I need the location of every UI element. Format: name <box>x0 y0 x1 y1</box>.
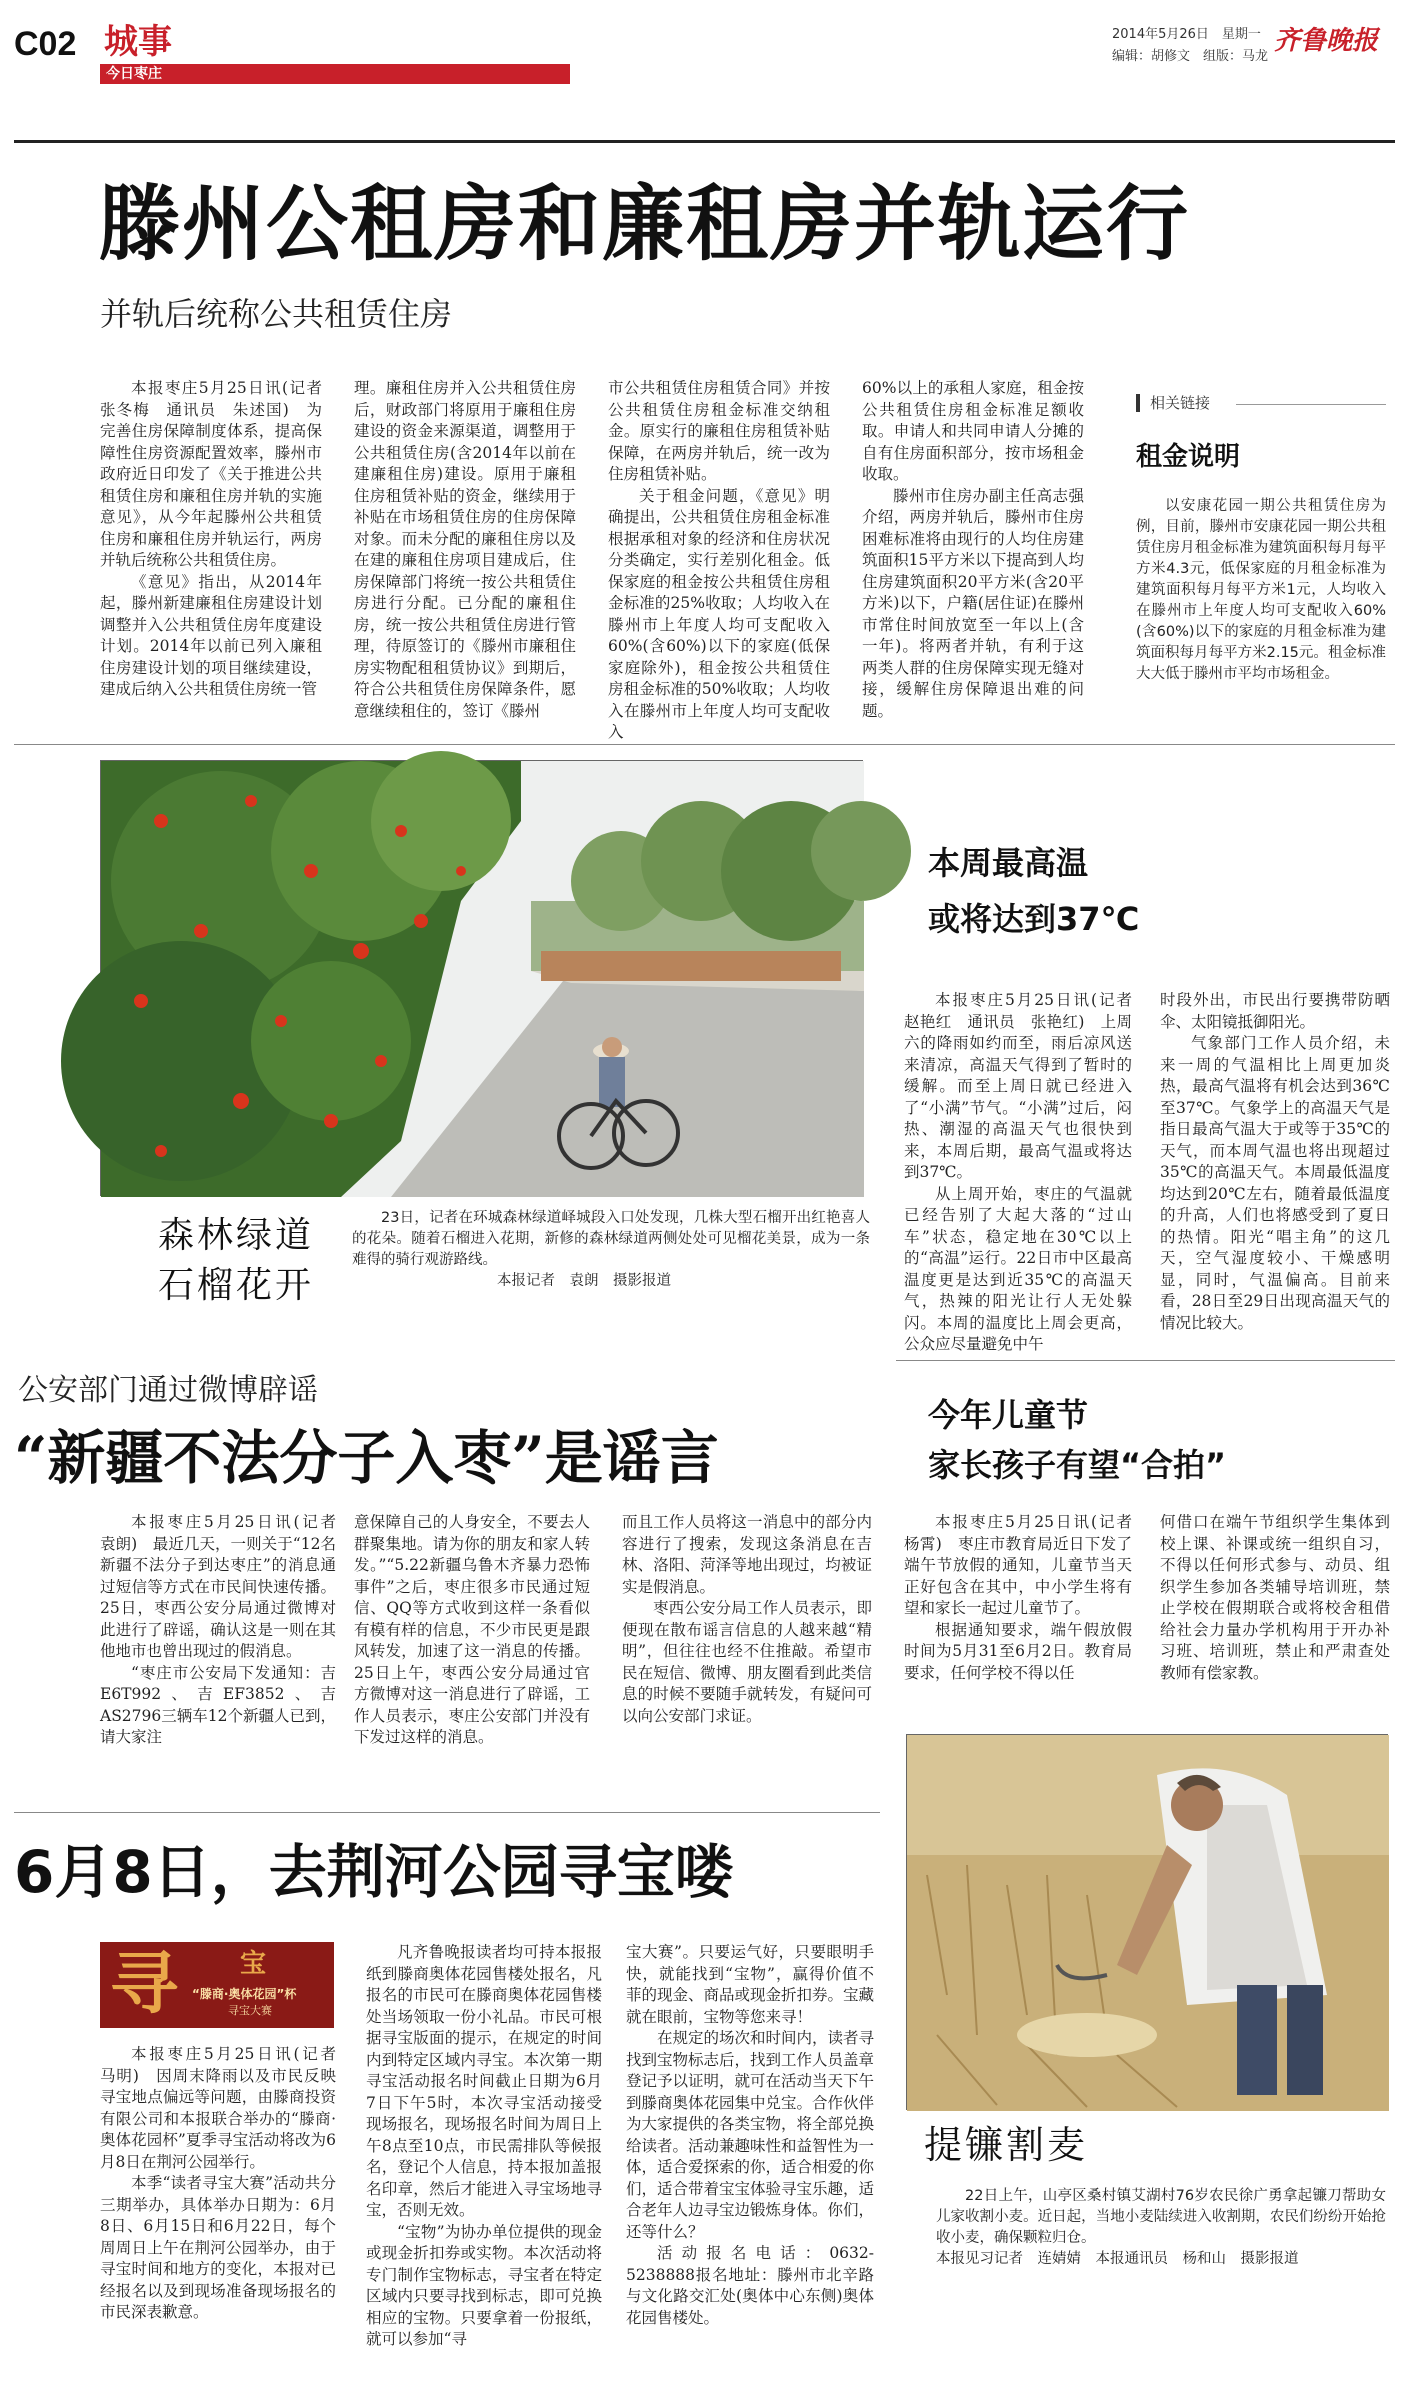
paragraph: 活动报名电话：0632-5238888报名地址：滕州市北辛路与文化路交汇处(奥体中心东侧)奥体花园售楼处。 <box>626 2244 874 2327</box>
weather-headline-1: 本周最高温 <box>928 844 1089 882</box>
children-column-1 <box>904 1512 1148 1724</box>
related-link-kicker: 相关链接 <box>1150 394 1211 412</box>
rumor-headline: “新疆不法分子入枣”是谣言 <box>14 1424 719 1492</box>
lead-headline: 滕州公租房和廉租房并轨运行 <box>98 177 1191 272</box>
lead-column-1 <box>100 378 338 723</box>
paragraph: 何借口在端午节组织学生集体到校上课、补课或统一组织自习，不得以任何形式参与、动员、组织学生参加各类辅导培训班，禁止学校在假期联合或将校舍租借给社会力量办学机构用于开办补习班、培训班，禁止和严肃查处教师有偿家教。 <box>1160 1513 1390 1682</box>
paragraph: 从上周开始，枣庄的气温就已经告别了大起大落的“过山车”状态，稳定地在30℃以上的“高温”运行。22日市中区最高温度更是达到近35℃的高温天气，热辣的阳光让行人无处躲闪。本周的温度比上周会更高，公众应尽量避免中午 <box>904 1184 1132 1353</box>
rumor-column-2 <box>354 1512 590 1804</box>
paper-logo: 齐鲁晚报 <box>1274 26 1379 56</box>
paragraph: 枣西公安分局工作人员表示，即便现在散布谣言信息的人越来越“精明”，但往往也经不住推敲。希望市民在短信、微博、朋友圈看到此类信息的时候不要随手就转发，有疑问可以向公安部门求证。 <box>622 1599 872 1725</box>
lead-column-4 <box>862 378 1084 723</box>
children-headline-2: 家长孩子有望“合拍” <box>928 1446 1227 1484</box>
weather-headline-2: 或将达到37℃ <box>928 900 1140 938</box>
treasure-logo-sub: 宝 <box>240 1949 267 1979</box>
photo-pomegranate-image <box>101 761 864 1197</box>
page-number: C02 <box>14 25 77 63</box>
photo1-title-line2: 石榴花开 <box>158 1265 315 1306</box>
paragraph: 本报枣庄5月25日讯(记者 张冬梅 通讯员 朱述国) 为完善住房保障制度体系，提高保障性住房资源配置效率，滕州市政府近日印发了《关于推进公共租赁住房和廉租住房并轨的实施意见》，从今年起滕州公共租赁住房和廉租住房并轨运行，两房并轨后统称公共租赁住房。 <box>100 379 338 569</box>
photo2-title: 提镰割麦 <box>924 2123 1089 2167</box>
paragraph: 凡齐鲁晚报读者均可持本报报纸到滕商奥体花园售楼处报名，凡报名的市民可在滕商奥体花园售楼处当场领取一份小礼品。市民可根据寻宝版面的提示，在规定的时间内到特定区域内寻宝。本次第一期寻宝活动报名时间截止日期为6月7日下午5时，本次寻宝活动接受现场报名，现场报名时间为周日上午8点至10点，市民需排队等候报名，登记个人信息，持本报加盖报名印章，然后才能进入寻宝场地寻宝，否则无效。 <box>366 1943 602 2219</box>
editor-line: 编辑：胡修文 组版：马龙 <box>1112 49 1269 64</box>
photo2-credit: 本报见习记者 连婧婧 本报通讯员 杨和山 摄影报道 <box>936 2251 1299 2267</box>
rumor-column-1 <box>100 1512 352 1804</box>
lead-subheadline: 并轨后统称公共租赁住房 <box>100 295 453 333</box>
paragraph: 而且工作人员将这一消息中的部分内容进行了搜索，发现这条消息在吉林、洛阳、菏泽等地出现过，均被证实是假消息。 <box>622 1513 872 1596</box>
photo2-caption-block <box>936 2186 1386 2282</box>
paragraph: 60%以上的承租人家庭，租金按公共租赁住房租金标准足额收取。申请人和共同申请人分摊的自有住房面积部分，按市场租金收取。 <box>862 379 1084 483</box>
masthead-strip <box>14 16 1394 86</box>
treasure-logo-char: 寻 <box>110 1944 179 2024</box>
rumor-kicker: 公安部门通过微博辟谣 <box>18 1373 318 1408</box>
section-bar <box>100 64 570 84</box>
paragraph: 本报枣庄5月25日讯(记者 袁朗) 最近几天，一则关于“12名新疆不法分子到达枣庄”的消息通过短信等方式在市民间快速传播。25日，枣西公安分局通过微博对此进行了辟谣，确认这是一则在其他地市也曾出现过的假消息。 <box>100 1513 352 1660</box>
treasure-column-1 <box>100 2044 352 2364</box>
related-link-box <box>1136 388 1392 730</box>
photo-wheat-harvest <box>906 1734 1388 2110</box>
photo-pomegranate-greenway <box>100 760 863 1196</box>
photo-harvest-image <box>907 1735 1389 2111</box>
paragraph: 气象部门工作人员介绍，未来一周的气温相比上周更加炎热，最高气温将有机会达到36℃至37℃。气象学上的高温天气是指日最高气温大于或等于35℃的天气，而本周气温也将出现超过35℃的高温天气。本周最低温度均达到20℃左右，随着最低温度的升高，人们也将感受到了夏日的热情。阳光“唱主角”的这几天，空气湿度较小、干燥感明显，同时，气温偏高。目前来看，28日至29日出现高温天气的情况比较大。 <box>1160 1034 1390 1332</box>
lead-column-2 <box>354 378 576 723</box>
paragraph: 滕州市住房办副主任高志强介绍，两房并轨后，滕州市住房困难标准将由现行的人均住房建筑面积15平方米以下提高到人均住房建筑面积20平方米(含20平方米)以下，户籍(居住证)在滕州市常住时间放宽至一年以上(含一年)。将两者并轨，有利于这两类人群的住房保障实现无缝对接，缓解住房保障退出难的问题。 <box>862 486 1084 720</box>
related-link-marker <box>1136 394 1140 412</box>
paragraph: 宝大赛”。只要运气好，只要眼明手快，就能找到“宝物”，赢得价值不菲的现金、商品或现金折扣券。宝藏就在眼前，宝物等您来寻！ <box>626 1943 875 2026</box>
paragraph: 在规定的场次和时间内，读者寻找到宝物标志后，找到工作人员盖章登记予以证明，就可在活动当天下午到滕商奥体花园集中兑宝。合作伙伴为大家提供的各类宝物，将全部兑换给读者。活动兼趣味性和益智性为一体，适合爱探索的你，适合相爱的你们，适合带着宝宝体验寻宝乐趣，适合老年人边寻宝边锻炼身体。你们，还等什么？ <box>626 2029 875 2241</box>
related-link-text <box>1136 496 1386 726</box>
photo1-caption-block <box>352 1208 870 1304</box>
paragraph: 本报枣庄5月25日讯(记者 赵艳红 通讯员 张艳红) 上周六的降雨如约而至，雨后凉风送来清凉，高温天气得到了暂时的缓解。而至上周日就已经进入了“小满”节气。“小满”过后，闷热、潮湿的高温天气也很快到来，本周后期，最高气温或将达到37℃。 <box>904 991 1148 1181</box>
paragraph: 市公共租赁住房租赁合同》并按公共租赁住房租金标准交纳租金。原实行的廉租住房租赁补贴保障，在两房并轨后，统一改为住房租赁补贴。 <box>608 379 830 483</box>
children-headline-1: 今年儿童节 <box>928 1396 1089 1434</box>
photo1-credit: 本报记者 袁朗 摄影报道 <box>497 1273 671 1289</box>
paragraph: 时段外出，市民出行要携带防晒伞、太阳镜抵御阳光。 <box>1160 991 1390 1031</box>
paragraph: “枣庄市公安局下发通知：吉E6T992、吉EF3852、吉AS2796三辆车12个新疆人已到，请大家注 <box>100 1663 336 1746</box>
paragraph: 本报枣庄5月25日讯(记者 马明) 因周末降雨以及市民反映寻宝地点偏远等问题，由滕商投资有限公司和本报联合举办的“滕商·奥体花园杯”夏季寻宝活动将改为6月8日在荆河公园举行。 <box>100 2045 352 2171</box>
treasure-logo <box>100 1942 334 2028</box>
lead-bottom-rule <box>14 744 1395 745</box>
paragraph: 以安康花园一期公共租赁住房为例，目前，滕州市安康花园一期公共租赁住房月租金标准为建筑面积每月每平方米4.3元，低保家庭的月租金标准为建筑面积每月每平方米1元，人均收入在滕州市上年度人均可支配收入60%(含60%)以下的家庭的月租金标准为建筑面积每月每平方米2.15元。租金标准大大低于滕州市平均市场租金。 <box>1136 498 1386 682</box>
related-link-rule <box>1236 404 1386 405</box>
paragraph: 根据通知要求，端午假放假时间为5月31至6月2日。教育局要求，任何学校不得以任 <box>904 1620 1132 1682</box>
treasure-column-3 <box>626 1942 874 2367</box>
lead-column-3 <box>608 378 830 741</box>
treasure-column-2 <box>366 1942 602 2367</box>
rumor-bottom-rule <box>14 1812 880 1813</box>
weather-column-2 <box>1160 990 1390 1345</box>
children-column-2 <box>1160 1512 1390 1724</box>
date-line: 2014年5月26日 星期一 <box>1112 27 1261 42</box>
photo1-title-line1: 森林绿道 <box>158 1215 315 1256</box>
paragraph: “宝物”为协办单位提供的现金或现金折扣券或实物。本次活动将专门制作宝物标志，寻宝者在特定区域内只要寻找到标志，即可兑换相应的宝物。只要拿着一份报纸，就可以参加“寻 <box>366 2222 602 2348</box>
photo2-caption: 22日上午，山亭区桑村镇艾湖村76岁农民徐广勇拿起镰刀帮助女儿家收割小麦。近日起，当地小麦陆续进入收割期，农民们纷纷开始抢收小麦，确保颗粒归仓。 <box>936 2188 1386 2246</box>
weather-column-1 <box>904 990 1148 1353</box>
rumor-column-3 <box>622 1512 872 1804</box>
section-title: 城事 <box>104 22 172 62</box>
paragraph: 本报枣庄5月25日讯(记者 杨霄) 枣庄市教育局近日下发了端午节放假的通知，儿童节当天正好包含在其中，中小学生将有望和家长一起过儿童节了。 <box>904 1513 1148 1617</box>
treasure-logo-line1: “滕商·奥体花园”杯 <box>192 1987 297 2001</box>
related-link-title: 租金说明 <box>1136 442 1241 472</box>
treasure-headline: 6月8日，去荆河公园寻宝喽 <box>14 1838 733 1906</box>
paragraph: 关于租金问题，《意见》明确提出，公共租赁住房租金标准根据承租对象的经济和住房状况分类确定，实行差别化租金。低保家庭的租金按公共租赁住房租金标准的25%收取；人均收入在滕州市上年度人均可支配收入60%(含60%)以下的家庭(低保家庭除外)，租金按公共租赁住房租金标准的50%收取；人均收入在滕州市上年度人均可支配收入 <box>608 486 830 741</box>
paragraph: 本季“读者寻宝大赛”活动共分三期举办，具体举办日期为：6月8日、6月15日和6月22日，每个周周日上午在荆河公园举办，由于寻宝时间和地方的变化，本报对已经报名以及到现场准备现场报名的市民深表歉意。 <box>100 2174 336 2321</box>
treasure-logo-line2: 寻宝大赛 <box>228 2004 272 2017</box>
weather-bottom-rule <box>896 1360 1395 1361</box>
subsection-label: 今日枣庄 <box>106 66 162 82</box>
photo1-caption: 23日，记者在环城森林绿道峄城段入口处发现，几株大型石榴开出红艳喜人的花朵。随着石榴进入花期，新修的森林绿道两侧处处可见榴花美景，成为一条难得的骑行观游路线。 <box>352 1210 870 1268</box>
paragraph: 意保障自己的人身安全，不要去人群聚集地。请为你的朋友和家人转发。”“5.22新疆乌鲁木齐暴力恐怖事件”之后，枣庄很多市民通过短信、QQ等方式收到这样一条看似有模有样的信息，不少市民更是跟风转发，加速了这一消息的传播。25日上午，枣西公安分局通过官方微博对这一消息进行了辟谣，工作人员表示，枣庄公安部门并没有下发过这样的消息。 <box>354 1513 590 1746</box>
paragraph: 《意见》指出，从2014年起，滕州新建廉租住房建设计划调整并入公共租赁住房年度建设计划。2014年以前已列入廉租住房建设计划的项目继续建设，建成后纳入公共租赁住房统一管 <box>100 572 322 698</box>
top-rule <box>14 140 1395 143</box>
paragraph: 理。廉租住房并入公共租赁住房后，财政部门将原用于廉租住房建设的资金来源渠道，调整用于公共租赁住房(含2014年以前在建廉租住房)建设。原用于廉租住房租赁补贴的资金，继续用于补贴在市场租赁住房的住房保障对象。而未分配的廉租住房以及在建的廉租住房项目建成后，住房保障部门将统一按公共租赁住房进行分配。已分配的廉租住房，统一按公共租赁住房进行管理，待原签订的《滕州市廉租住房实物配租租赁协议》到期后，符合公共租赁住房保障条件，愿意继续租住的，签订《滕州 <box>354 379 576 720</box>
